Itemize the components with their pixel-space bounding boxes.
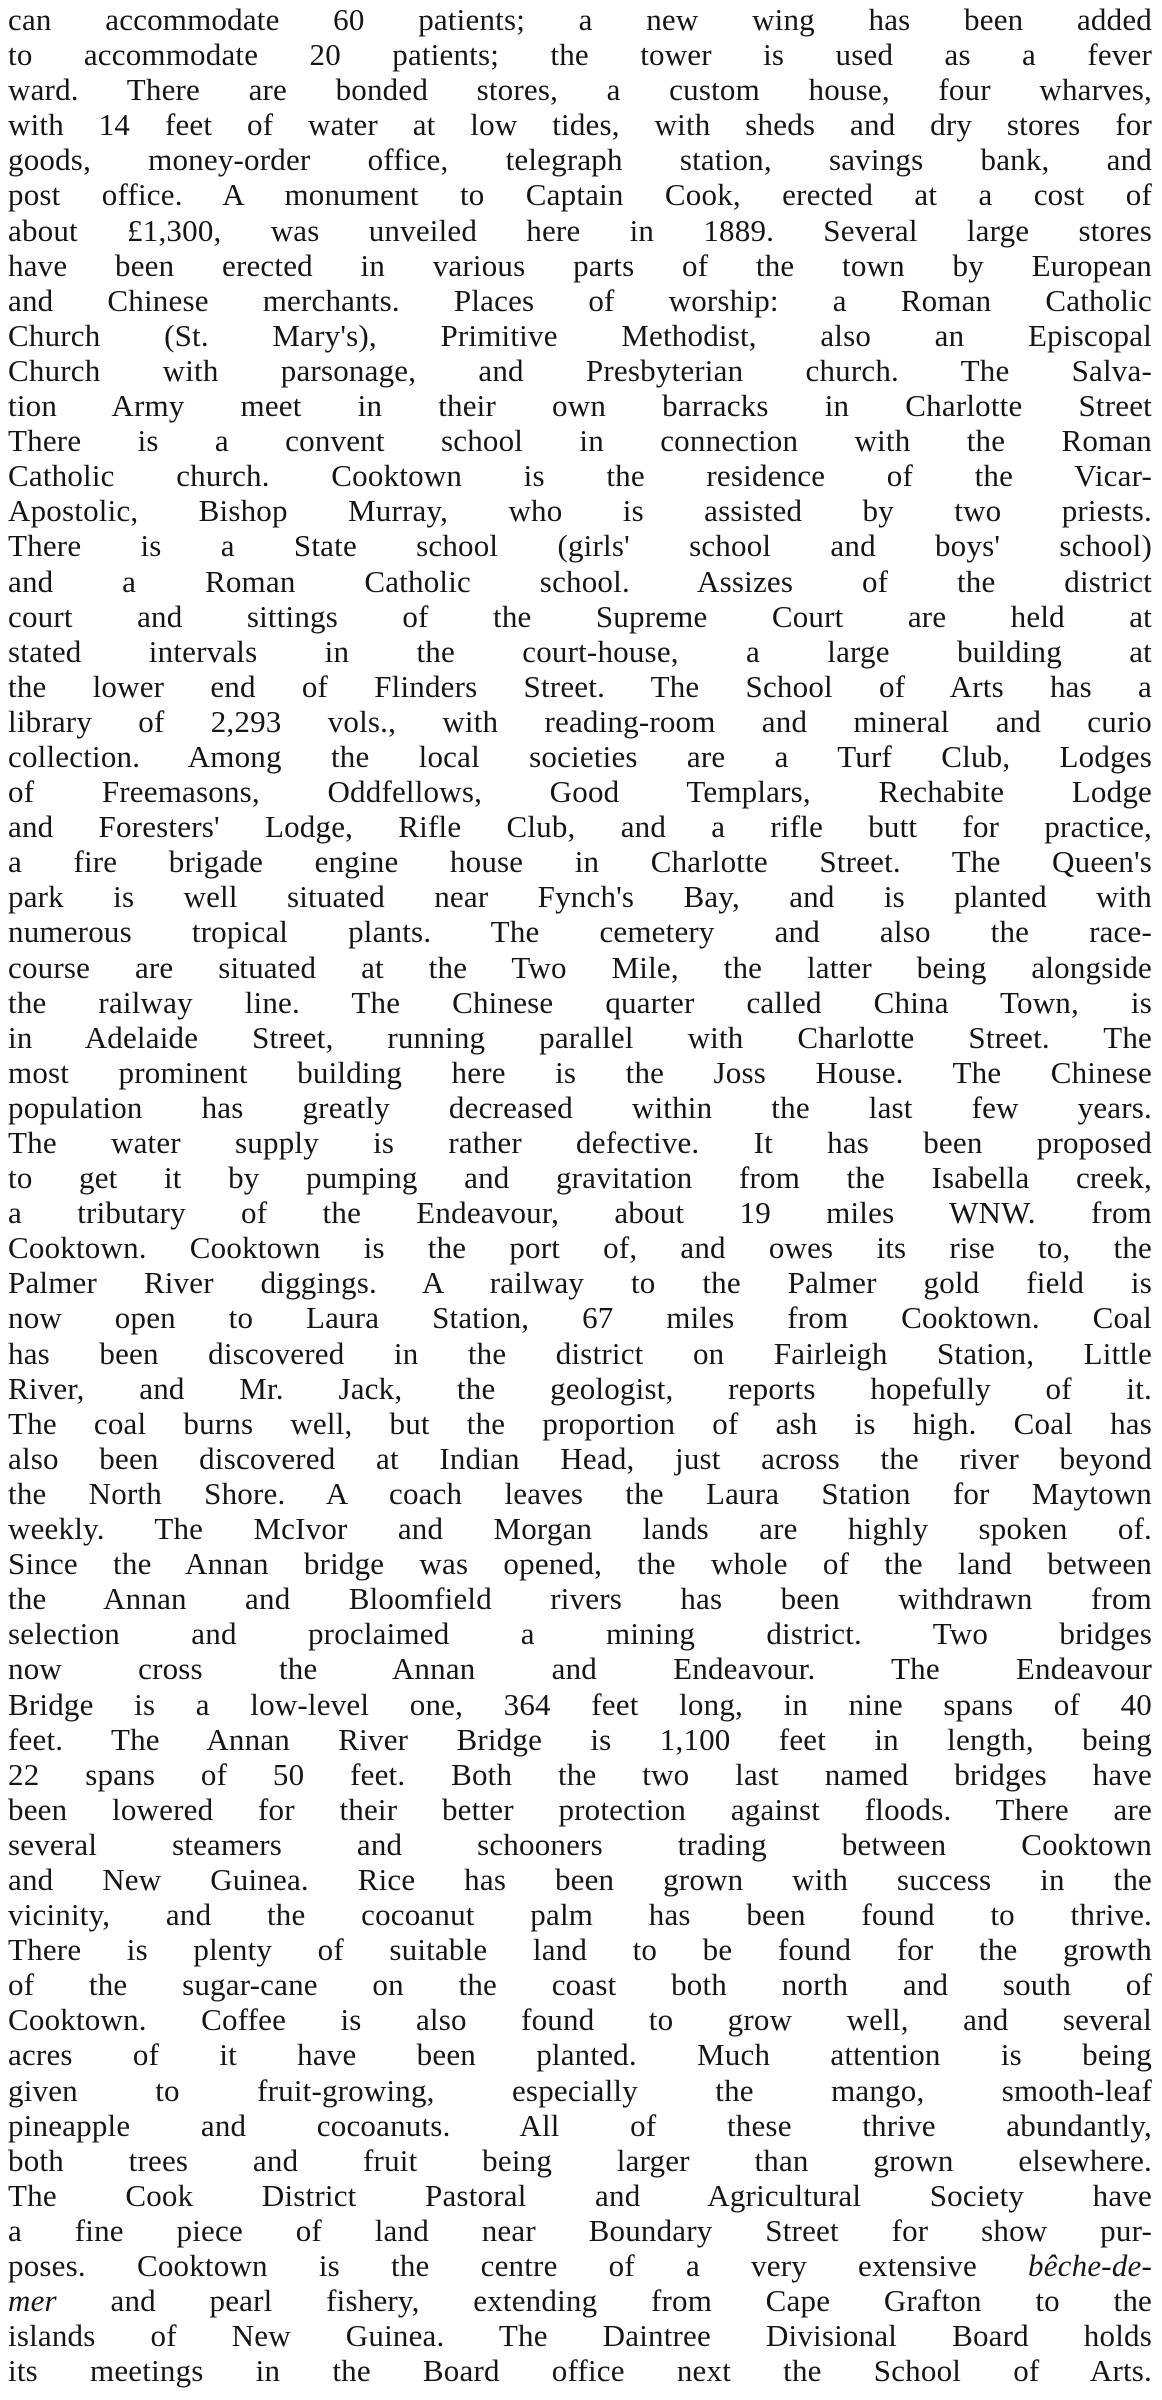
text-line: to accommodate 20 patients; the tower is used as a fever bbox=[8, 37, 1152, 73]
text-line: pineapple and cocoanuts. All of these thrive abundantly, bbox=[8, 2107, 1152, 2143]
text-line: Cooktown. Cooktown is the port of, and owes its rise to, the bbox=[8, 1230, 1152, 1266]
text-line: the lower end of Flinders Street. The School of Arts has a bbox=[8, 668, 1152, 704]
text-line: both trees and fruit being larger than grown elsewhere. bbox=[8, 2142, 1152, 2178]
text-line: Since the Annan bridge was opened, the whole of the land between bbox=[8, 1546, 1152, 1582]
text-line bbox=[8, 2283, 1152, 2318]
text-line: feet. The Annan River Bridge is 1,100 feet in length, being bbox=[8, 1721, 1152, 1757]
italic-text: bêche-de- bbox=[1028, 2248, 1152, 2283]
text-line: and Foresters' Lodge, Rifle Club, and a rifle butt for practice, bbox=[8, 809, 1152, 845]
text-line: collection. Among the local societies are a Turf Club, Lodges bbox=[8, 738, 1152, 774]
text-line: also been discovered at Indian Head, just across the river beyond bbox=[8, 1440, 1152, 1476]
text-line: goods, money-order office, telegraph station, savings bank, and bbox=[8, 142, 1152, 178]
text-line: post office. A monument to Captain Cook, erected at a cost of bbox=[8, 177, 1152, 213]
text-line: several steamers and schooners trading between Cooktown bbox=[8, 1826, 1152, 1862]
text-line: with 14 feet of water at low tides, with sheds and dry stores for bbox=[8, 107, 1152, 143]
text-line: about £1,300, was unveiled here in 1889. Several large stores bbox=[8, 212, 1152, 248]
text-line: weekly. The McIvor and Morgan lands are highly spoken of. bbox=[8, 1511, 1152, 1547]
text-line: now open to Laura Station, 67 miles from Cooktown. Coal bbox=[8, 1300, 1152, 1336]
text-line: islands of New Guinea. The Daintree Divisional Board holds bbox=[8, 2318, 1152, 2354]
text-line: court and sittings of the Supreme Court are held at bbox=[8, 598, 1152, 634]
text-line: and Chinese merchants. Places of worship: a Roman Catholic bbox=[8, 282, 1152, 318]
text-line: There is a convent school in connection with the Roman bbox=[8, 423, 1152, 459]
text-line: a fire brigade engine house in Charlotte Street. The Queen's bbox=[8, 844, 1152, 880]
text-line: and New Guinea. Rice has been grown with success in the bbox=[8, 1861, 1152, 1897]
body-text bbox=[8, 2, 1152, 2388]
text-line: selection and proclaimed a mining district. Two bridges bbox=[8, 1616, 1152, 1652]
text-line: vicinity, and the cocoanut palm has been found to thrive. bbox=[8, 1897, 1152, 1933]
text-line: Cooktown. Coffee is also found to grow well, and several bbox=[8, 2002, 1152, 2038]
text-line: of Freemasons, Oddfellows, Good Templars, Rechabite Lodge bbox=[8, 774, 1152, 810]
text-line: park is well situated near Fynch's Bay, and is planted with bbox=[8, 879, 1152, 915]
text-line: in Adelaide Street, running parallel with Charlotte Street. The bbox=[8, 1019, 1152, 1055]
text-line: acres of it have been planted. Much attention is being bbox=[8, 2037, 1152, 2073]
text-line bbox=[8, 2248, 1152, 2283]
text-line: Bridge is a low-level one, 364 feet long, in nine spans of 40 bbox=[8, 1686, 1152, 1722]
text-line: There is plenty of suitable land to be found for the growth bbox=[8, 1932, 1152, 1968]
text-line: population has greatly decreased within the last few years. bbox=[8, 1089, 1152, 1125]
text-line: The coal burns well, but the proportion of ash is high. Coal has bbox=[8, 1405, 1152, 1441]
text-line: the North Shore. A coach leaves the Laura Station for Maytown bbox=[8, 1475, 1152, 1511]
text-line: Apostolic, Bishop Murray, who is assisted by two priests. bbox=[8, 493, 1152, 529]
text-line: tion Army meet in their own barracks in Charlotte Street bbox=[8, 388, 1152, 424]
text-line: a fine piece of land near Boundary Street for show pur- bbox=[8, 2212, 1152, 2248]
text-line: have been erected in various parts of the town by European bbox=[8, 247, 1152, 283]
text-segment: and pearl fishery, extending from Cape Grafton to the bbox=[56, 2283, 1152, 2319]
text-line: been lowered for their better protection against floods. There are bbox=[8, 1791, 1152, 1827]
text-line: most prominent building here is the Joss House. The Chinese bbox=[8, 1054, 1152, 1090]
italic-text: mer bbox=[8, 2283, 57, 2319]
text-line: given to fruit-growing, especially the mango, smooth-leaf bbox=[8, 2072, 1152, 2108]
text-line: The Cook District Pastoral and Agricultural Society have bbox=[8, 2177, 1152, 2213]
text-line: stated intervals in the court-house, a large building at bbox=[8, 633, 1152, 669]
text-line: Palmer River diggings. A railway to the Palmer gold field is bbox=[8, 1265, 1152, 1301]
text-line: the railway line. The Chinese quarter called China Town, is bbox=[8, 984, 1152, 1020]
text-line: has been discovered in the district on Fairleigh Station, Little bbox=[8, 1335, 1152, 1371]
text-line: River, and Mr. Jack, the geologist, reports hopefully of it. bbox=[8, 1370, 1152, 1406]
text-line: Church (St. Mary's), Primitive Methodist, also an Episcopal bbox=[8, 317, 1152, 353]
text-line: can accommodate 60 patients; a new wing has been added bbox=[8, 2, 1152, 37]
text-line: course are situated at the Two Mile, the latter being alongside bbox=[8, 949, 1152, 985]
text-line: a tributary of the Endeavour, about 19 miles WNW. from bbox=[8, 1195, 1152, 1231]
text-line: now cross the Annan and Endeavour. The Endeavour bbox=[8, 1651, 1152, 1687]
text-line: Church with parsonage, and Presbyterian church. The Salva- bbox=[8, 352, 1152, 388]
text-line: 22 spans of 50 feet. Both the two last named bridges have bbox=[8, 1756, 1152, 1792]
text-line: its meetings in the Board office next the School of Arts. bbox=[8, 2353, 1152, 2389]
text-line: to get it by pumping and gravitation from the Isabella creek, bbox=[8, 1160, 1152, 1196]
text-line: There is a State school (girls' school and boys' school) bbox=[8, 528, 1152, 564]
text-line: Catholic church. Cooktown is the residence of the Vicar- bbox=[8, 458, 1152, 494]
text-segment: poses. Cooktown is the centre of a very extensive bbox=[8, 2248, 1029, 2283]
text-line: ward. There are bonded stores, a custom house, four wharves, bbox=[8, 72, 1152, 108]
text-line: of the sugar-cane on the coast both north and south of bbox=[8, 1967, 1152, 2003]
text-line: numerous tropical plants. The cemetery and also the race- bbox=[8, 914, 1152, 950]
text-line: and a Roman Catholic school. Assizes of the district bbox=[8, 563, 1152, 599]
text-line: the Annan and Bloomfield rivers has been withdrawn from bbox=[8, 1581, 1152, 1617]
text-line: library of 2,293 vols., with reading-room and mineral and curio bbox=[8, 703, 1152, 739]
text-line: The water supply is rather defective. It has been proposed bbox=[8, 1125, 1152, 1160]
